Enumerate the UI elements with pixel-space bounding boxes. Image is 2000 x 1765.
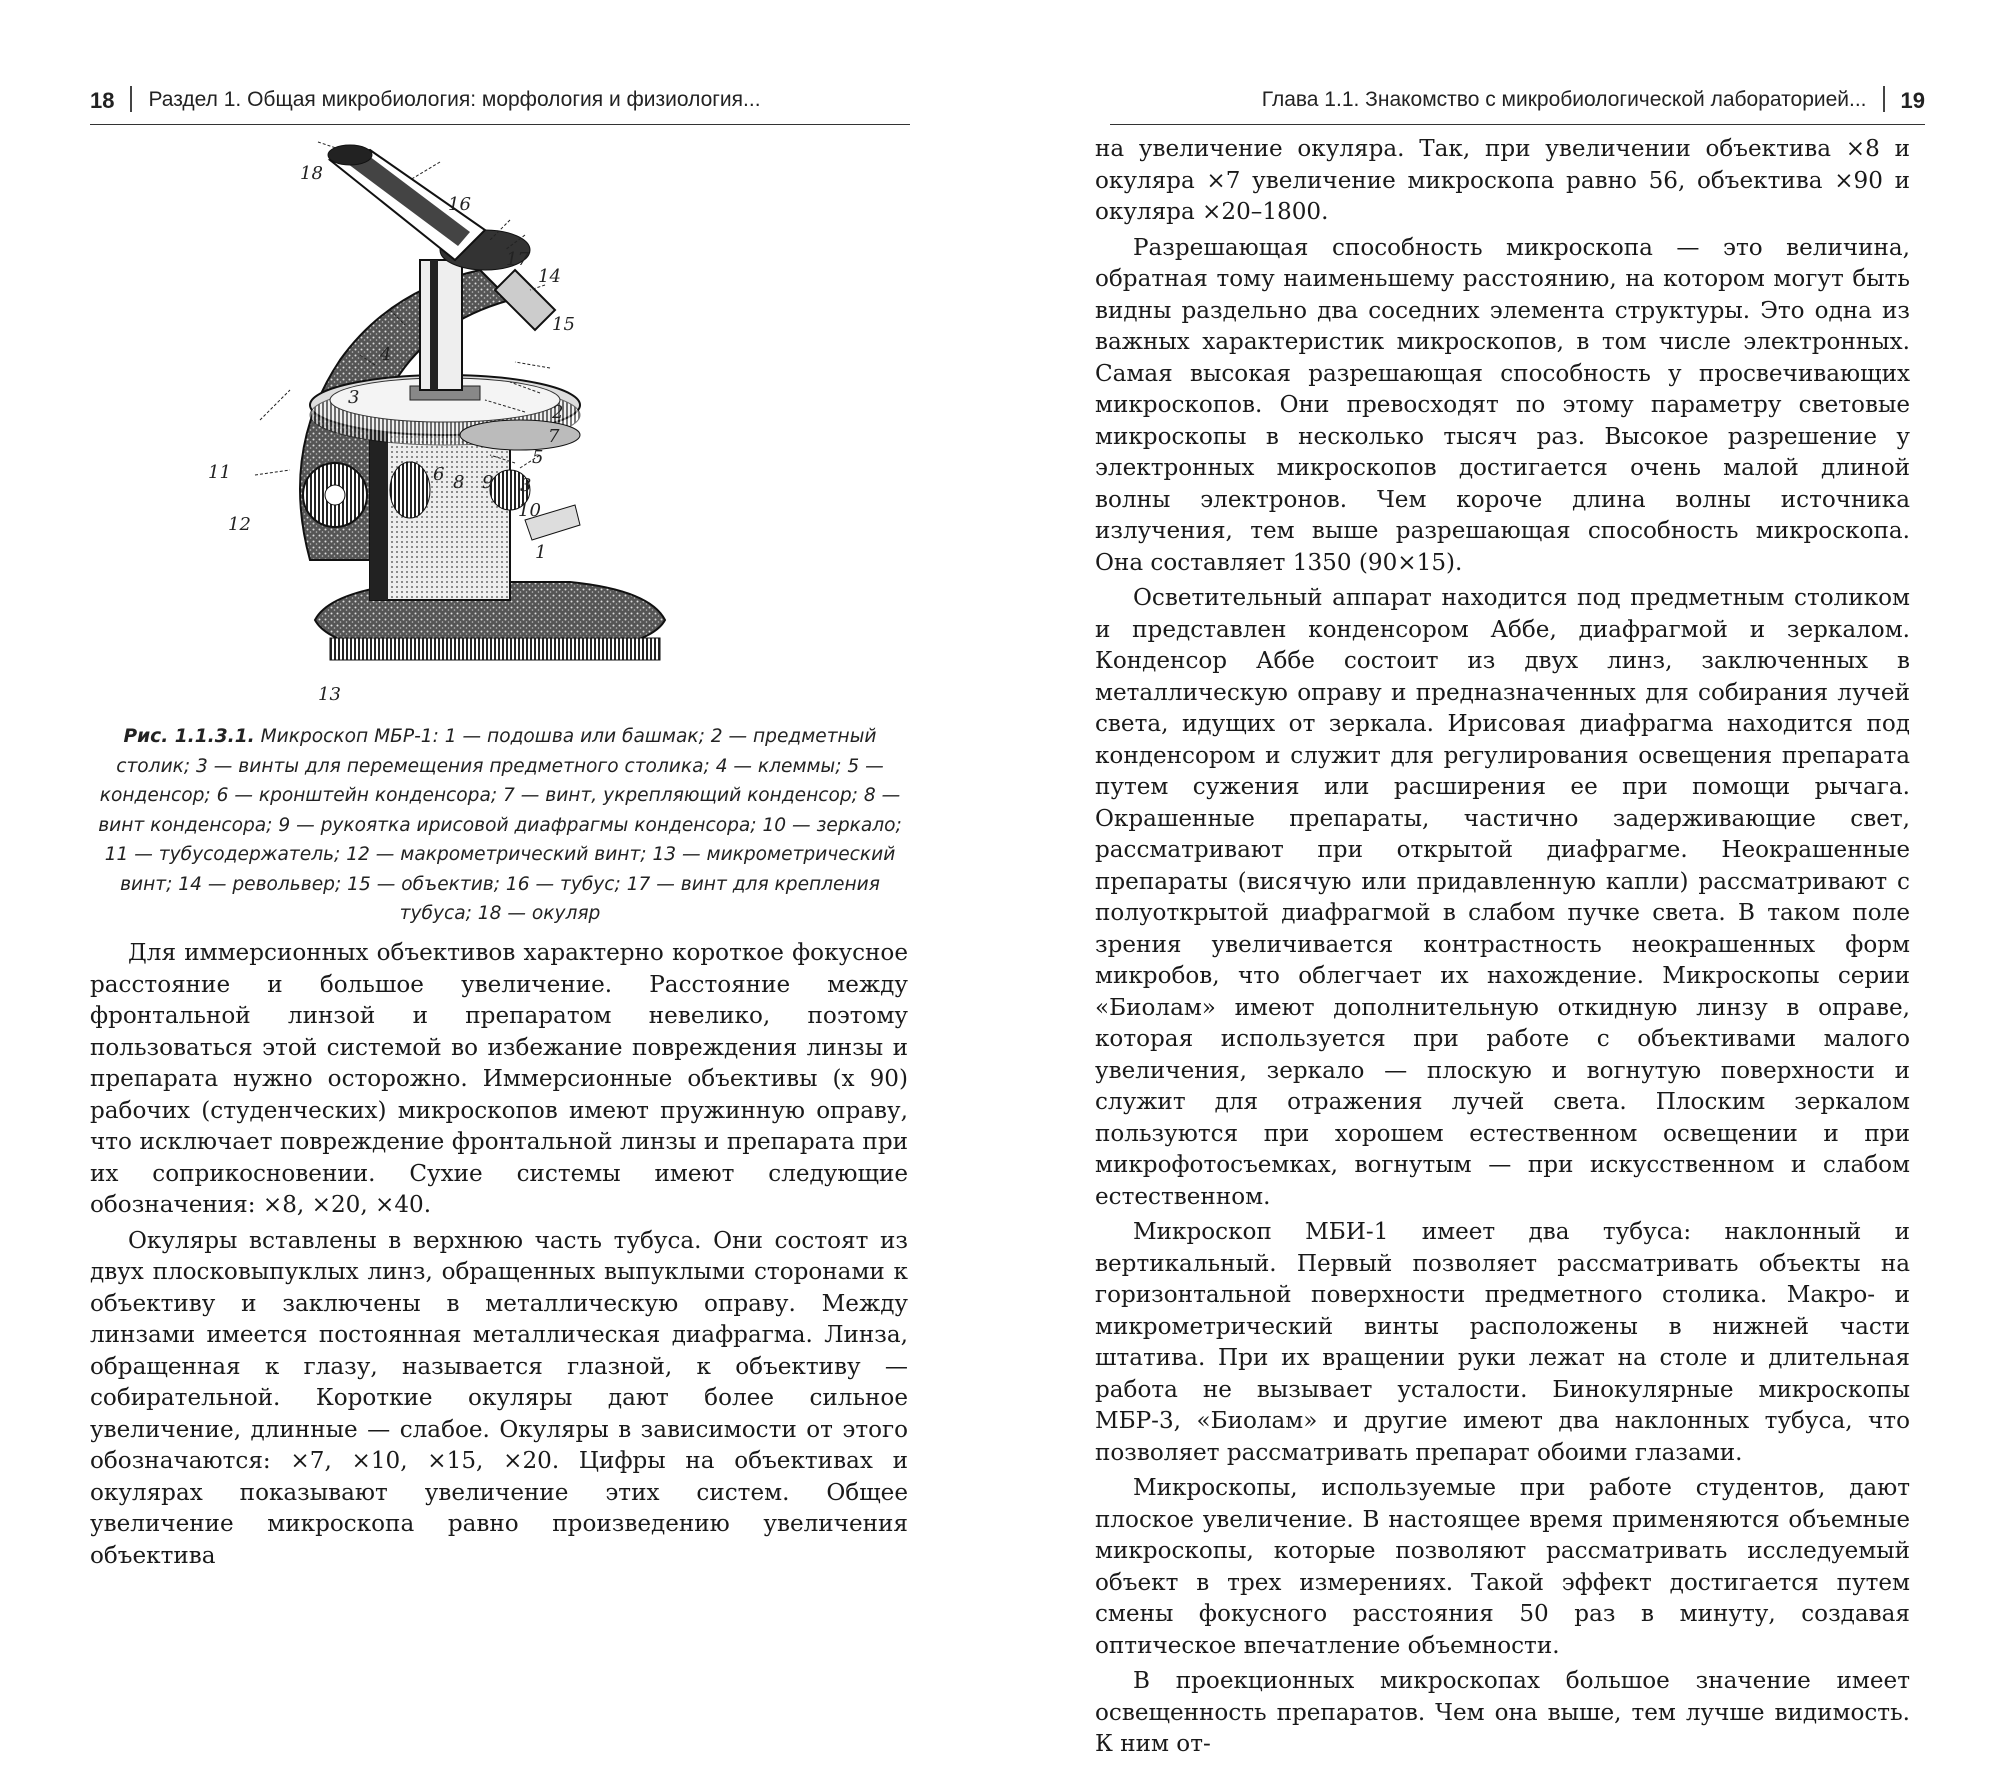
left-page — [0, 0, 1000, 1574]
header-divider — [130, 86, 132, 112]
caption-text: Микроскоп МБР-1: 1 — подошва или башмак; 2 — предметный столик; 3 — винты для перемещения предметного столика; 4 — клеммы; 5 — конденсор; 6 — кронштейн конденсора; 7 — винт, укрепляющий конденсор; 8 — винт конденсора; 9 — рукоятка ирисовой диафрагмы конденсора; 10 — зеркало; 11 — тубусодержатель; 12 — макрометрический винт; 13 — микрометрический винт; 14 — револьвер; 15 — объектив; 16 — тубус; 17 — винт для крепления тубуса; 18 — окуляр — [98, 726, 902, 924]
caption-label: Рис. 1.1.3.1. — [123, 726, 255, 747]
figure-caption — [95, 722, 905, 929]
page-number: 18 — [90, 88, 115, 113]
right-page-body — [1095, 134, 1910, 1765]
paragraph: Микроскопы, используемые при работе студентов, дают плоское увеличение. В настоящее время применяются объемные микроскопы, которые позволяют рассматривать исследуемый объект в трех измерениях. Такой эффект достигается путем смены фокусного расстояния 50 раз в минуту, создавая оптическое впечатление объемности. — [1095, 1475, 1910, 1659]
label-13: 13 — [318, 684, 341, 705]
paragraph: Для иммерсионных объективов характерно короткое фокусное расстояние и большое увеличение. Расстояние между фронтальной линзой и препаратом невелико, поэтому пользоваться этой системой во избежание повреждения линзы и препарата нужно осторожно. Иммерсионные объективы (х 90) рабочих (студенческих) микроскопов имеют пружинную оправу, что исключает повреждение фронтальной линзы и препарата при их соприкосновении. Сухие системы имеют следующие обозначения: ×8, ×20, ×40. — [90, 940, 908, 1218]
label-17: 17 — [506, 249, 529, 270]
label-12: 12 — [228, 514, 251, 535]
label-4: 4 — [380, 344, 392, 365]
paragraph: Окуляры вставлены в верхнюю часть тубуса. Они состоят из двух плосковыпуклых линз, обращенных выпуклыми сторонами к объективу и заключены в металлическую оправу. Между линзами имеется постоянная металлическая диафрагма. Линза, обращенная к глазу, называется глазной, к объективу — собирательной. Короткие окуляры дают более сильное увеличение, длинные — слабое. Окуляры в зависимости от этого обозначаются: ×7, ×10, ×15, ×20. Цифры на объективах и окулярах показывают увеличение этих систем. Общее увеличение микроскопа равно произведению увеличения объектива — [90, 1227, 908, 1569]
condenser — [460, 420, 580, 450]
left-page-header — [90, 88, 910, 125]
label-18: 18 — [300, 163, 323, 184]
micro-knob — [390, 462, 430, 518]
paragraph: В проекционных микроскопах большое значение имеет освещенность препаратов. Чем она выше, тем лучше видимость. К ним от- — [1095, 1668, 1910, 1757]
label-5: 5 — [532, 447, 544, 468]
paragraph: Микроскоп МБИ-1 имеет два тубуса: наклонный и вертикальный. Первый позволяет рассматривать объекты на горизонтальной поверхности предметного столика. Макро- и микрометрический винты расположены в нижней части штатива. При их вращении руки лежат на столе и длительная работа не вызывает усталости. Бинокулярные микроскопы МБР-3, «Биолам» и другие имеют два наклонных тубуса, что позволяет рассматривать препарат обоими глазами. — [1095, 1219, 1910, 1466]
paragraph: Осветительный аппарат находится под предметным столиком и представлен конденсором Аббе, диафрагмой и зеркалом. Конденсор Аббе состоит из двух линз, заключенных в металлическую оправу и предназначенных для собирания лучей света, идущих от зеркала. Ирисовая диафрагма находится под конденсором и служит для регулирования освещения препарата путем сужения или расширения ее при помощи рычага. Окрашенные препараты, частично задерживающие свет, рассматривают при открытой диафрагме. Неокрашенные препараты (висячую или придавленную капли) рассматривают с полуоткрытой диафрагмой в слабом пучке света. В таком поле зрения увеличивается контрастность неокрашенных форм микробов, что облегчает их нахождение. Микроскопы серии «Биолам» имеют дополнительную откидную линзу в оправе, которая используется при работе с объективами малого увеличения, зеркало — плоскую и вогнутую поверхности и служит для отражения лучей света. Плоским зеркалом пользуются при хорошем естественном освещении и при микрофотосъемках, вогнутым — при искусственном и слабом естественном. — [1095, 585, 1910, 1210]
right-page-header — [1110, 88, 1925, 125]
microscope-figure — [208, 150, 740, 710]
label-3b: 3 — [520, 475, 532, 496]
left-page-body — [90, 938, 908, 1576]
label-3a: 3 — [348, 387, 360, 408]
microscope-illustration — [208, 150, 740, 710]
label-1: 1 — [535, 542, 547, 563]
stage-body — [370, 430, 510, 600]
running-title: Глава 1.1. Знакомство с микробиологической лабораторией... — [1261, 88, 1867, 111]
label-10: 10 — [518, 500, 541, 521]
label-9: 9 — [482, 472, 494, 493]
paragraph: Разрешающая способность микроскопа — это величина, обратная тому наименьшему расстоянию, на котором могут быть видны раздельно два соседних элемента структуры. Это одна из важных характеристик микроскопов, в том числе электронных. Самая высокая разрешающая способность у просвечивающих микроскопов. Они превосходят по этому параметру световые микроскопы в несколько тысяч раз. Высокое разрешение у электронных микроскопов достигается очень малой длиной волны электронов. Чем короче длина волны источника излучения, тем выше разрешающая способность микроскопа. Она составляет 1350 (90×15). — [1095, 234, 1910, 576]
label-8: 8 — [453, 472, 465, 493]
label-7: 7 — [548, 426, 560, 447]
running-title: Раздел 1. Общая микробиология: морфология и физиология... — [148, 88, 761, 111]
label-14: 14 — [538, 266, 561, 287]
label-6: 6 — [433, 464, 445, 485]
label-11: 11 — [208, 462, 231, 483]
label-15: 15 — [552, 314, 575, 335]
base-edge — [330, 638, 660, 660]
tube-holder — [420, 260, 462, 390]
header-divider — [1883, 86, 1885, 112]
paragraph: на увеличение окуляра. Так, при увеличении объектива ×8 и окуляра ×7 увеличение микроскопа равно 56, объектива ×90 и окуляра ×20–1800. — [1095, 136, 1910, 225]
page-number: 19 — [1900, 88, 1925, 113]
label-2: 2 — [552, 402, 564, 423]
label-16: 16 — [448, 194, 471, 215]
